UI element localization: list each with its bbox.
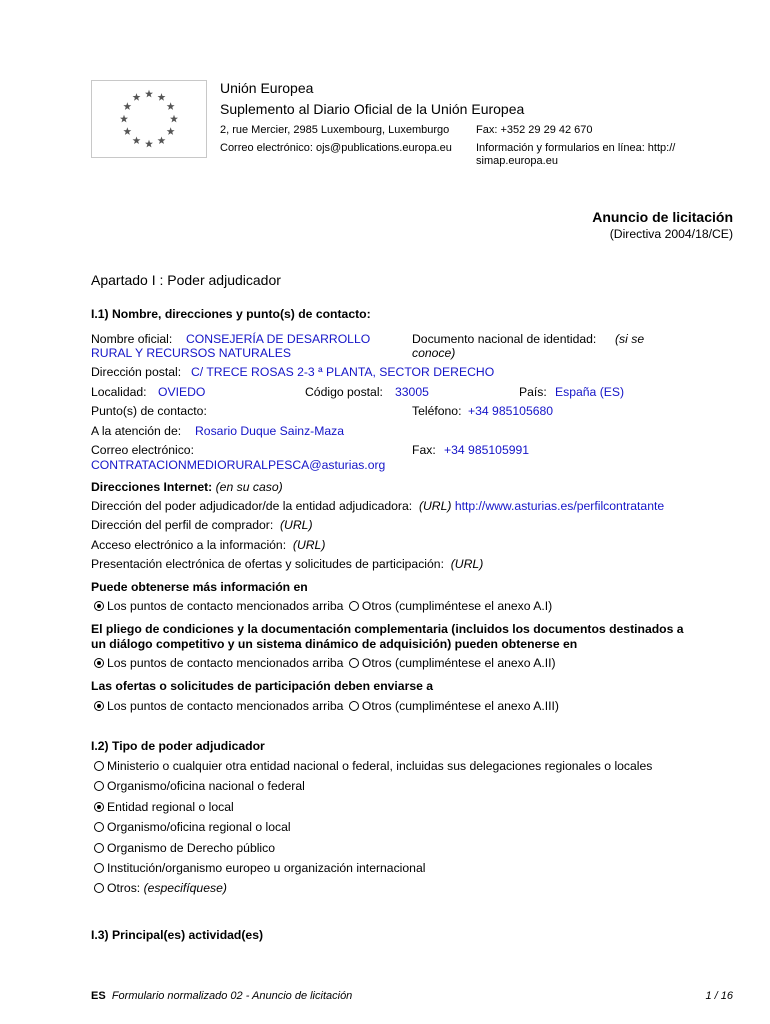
s11-heading: I.1) Nombre, direcciones y punto(s) de contacto: <box>91 307 371 321</box>
s12-option-row <box>94 841 275 855</box>
star-icon <box>145 90 153 98</box>
national-id-hint-line2: conoce) <box>412 346 456 360</box>
specs-opt1: Los puntos de contacto mencionados arriba <box>107 656 344 670</box>
national-id-hint-line1: (si se <box>615 332 645 346</box>
tenders-options <box>94 699 559 713</box>
tenders-opt1: Los puntos de contacto mencionados arriba <box>107 699 344 713</box>
tenders-opt2: Otros (cumpliméntese el anexo A.III) <box>361 699 559 713</box>
postal-address: C/ TRECE ROSAS 2-3 ª PLANTA, SECTOR DERECHO <box>191 365 495 379</box>
country: España (ES) <box>555 385 625 399</box>
postal-address-label: Dirección postal: <box>91 365 182 379</box>
buyer-profile-row <box>91 518 313 532</box>
s12-option-row <box>94 800 234 814</box>
electronic-submission-label: Presentación electrónica de ofertas y solicitudes de participación: <box>91 557 444 571</box>
electronic-submission-hint: (URL) <box>450 557 484 571</box>
star-icon <box>133 93 141 101</box>
footer-form: Formulario normalizado 02 - Anuncio de licitación <box>111 990 353 1002</box>
postcode: 33005 <box>395 385 429 399</box>
authority-addr-url[interactable]: http://www.asturias.es/perfilcontratante <box>454 499 665 513</box>
star-icon <box>145 140 153 148</box>
more-info-opt1: Los puntos de contacto mencionados arriba <box>107 599 344 613</box>
eu-stars-icon <box>92 81 206 157</box>
s12-heading: I.2) Tipo de poder adjudicador <box>91 739 265 753</box>
s12-option-label: Ministerio o cualquier otra entidad nacional o federal, incluidas sus delegaciones regionales o locales <box>107 759 653 773</box>
postcode-label: Código postal: <box>305 385 383 399</box>
more-info-heading: Puede obtenerse más información en <box>91 580 308 594</box>
star-icon <box>170 115 178 123</box>
star-icon <box>158 93 166 101</box>
s13-heading: I.3) Principal(es) actividad(es) <box>91 928 264 942</box>
attention-label: A la atención de: <box>91 424 182 438</box>
header-fax: Fax: +352 29 29 42 670 <box>476 124 593 136</box>
country-label: País: <box>519 385 547 399</box>
authority-addr-hint: (URL) <box>418 499 452 513</box>
header-journal: Suplemento al Diario Oficial de la Unión Europea <box>220 101 525 117</box>
footer-page: 1 / 16 <box>705 990 733 1002</box>
header-email: Correo electrónico: ojs@publications.europa.eu <box>220 142 452 154</box>
tenders-radio-contacts[interactable] <box>94 701 104 711</box>
star-icon <box>123 102 131 110</box>
more-info-radio-contacts[interactable] <box>94 601 104 611</box>
s12-radio-3[interactable] <box>94 822 104 832</box>
contact-points-label: Punto(s) de contacto: <box>91 404 207 418</box>
locality-label: Localidad: <box>91 385 147 399</box>
s12-radio-5[interactable] <box>94 863 104 873</box>
phone-label: Teléfono: <box>412 404 462 418</box>
s12-option-label: Institución/organismo europeo u organización internacional <box>107 861 426 875</box>
buyer-profile-label: Dirección del perfil de comprador: <box>91 518 274 532</box>
national-id-label: Documento nacional de identidad: <box>412 332 597 346</box>
s12-option-row <box>94 779 305 793</box>
specs-radio-contacts[interactable] <box>94 658 104 668</box>
attention: Rosario Duque Sainz-Maza <box>195 424 345 438</box>
s12-option-label: Organismo/oficina regional o local <box>107 820 291 834</box>
specs-opt2: Otros (cumpliméntese el anexo A.II) <box>361 656 556 670</box>
s12-option-label: Entidad regional o local <box>107 800 234 814</box>
star-icon <box>167 127 175 135</box>
specs-options <box>94 656 556 670</box>
specs-heading-line1: El pliego de condiciones y la documentación complementaria (incluidos los documentos destinados a <box>91 622 684 636</box>
s12-option-label: Otros: <box>107 881 141 895</box>
s12-radio-0[interactable] <box>94 761 104 771</box>
more-info-options <box>94 599 552 613</box>
header-address: 2, rue Mercier, 2985 Luxembourg, Luxemburgo <box>220 124 450 136</box>
electronic-access-hint: (URL) <box>292 538 326 552</box>
s12-radio-1[interactable] <box>94 781 104 791</box>
star-icon <box>158 136 166 144</box>
authority-addr-row <box>91 499 664 513</box>
notice-title: Anuncio de licitación <box>592 209 733 225</box>
footer-left <box>91 990 352 1002</box>
fax-label: Fax: <box>412 443 436 457</box>
s12-radio-2[interactable] <box>94 802 104 812</box>
internet-heading: Direcciones Internet: <box>91 480 213 494</box>
s12-radio-6[interactable] <box>94 883 104 893</box>
more-info-opt2: Otros (cumpliméntese el anexo A.I) <box>361 599 553 613</box>
official-name-line1: CONSEJERÍA DE DESARROLLO <box>186 332 371 346</box>
s12-option-row <box>94 861 425 875</box>
email-label: Correo electrónico: <box>91 443 194 457</box>
s12-option-row <box>94 881 227 895</box>
authority-addr-label: Dirección del poder adjudicador/de la entidad adjudicadora: <box>91 499 413 513</box>
official-name-label: Nombre oficial: <box>91 332 173 346</box>
s12-option-label: Organismo de Derecho público <box>107 841 276 855</box>
header-info-line2: simap.europa.eu <box>476 155 558 167</box>
star-icon <box>133 136 141 144</box>
specs-heading-line2: un diálogo competitivo y un sistema dinámico de adquisición) pueden obtenerse en <box>91 637 578 651</box>
locality: OVIEDO <box>158 385 206 399</box>
eu-logo <box>91 80 207 158</box>
tenders-radio-other[interactable] <box>349 701 359 711</box>
official-name-line2: RURAL Y RECURSOS NATURALES <box>91 346 292 360</box>
tenders-heading: Las ofertas o solicitudes de participación deben enviarse a <box>91 679 434 693</box>
star-icon <box>120 115 128 123</box>
phone: +34 985105680 <box>468 404 554 418</box>
star-icon <box>167 102 175 110</box>
more-info-radio-other[interactable] <box>349 601 359 611</box>
electronic-access-row <box>91 538 325 552</box>
email-link[interactable]: CONTRATACIONMEDIORURALPESCA@asturias.org <box>91 458 386 472</box>
specs-radio-other[interactable] <box>349 658 359 668</box>
section-heading: Apartado I : Poder adjudicador <box>91 272 281 288</box>
s12-option-row <box>94 759 652 773</box>
s12-other-hint: (especifíquese) <box>143 881 227 895</box>
star-icon <box>123 127 131 135</box>
fax: +34 985105991 <box>444 443 530 457</box>
s12-option-label: Organismo/oficina nacional o federal <box>107 779 305 793</box>
buyer-profile-hint: (URL) <box>280 518 313 532</box>
electronic-access-label: Acceso electrónico a la información: <box>91 538 287 552</box>
electronic-submission-row <box>91 557 483 571</box>
internet-heading-row <box>91 480 283 494</box>
internet-hint: (en su caso) <box>215 480 283 494</box>
notice-directive: (Directiva 2004/18/CE) <box>609 227 733 241</box>
s12-radio-4[interactable] <box>94 843 104 853</box>
header-org: Unión Europea <box>220 80 314 96</box>
header-info-line1: Información y formularios en línea: http:// <box>476 142 676 154</box>
s12-option-row <box>94 820 291 834</box>
footer-lang: ES <box>91 990 106 1002</box>
